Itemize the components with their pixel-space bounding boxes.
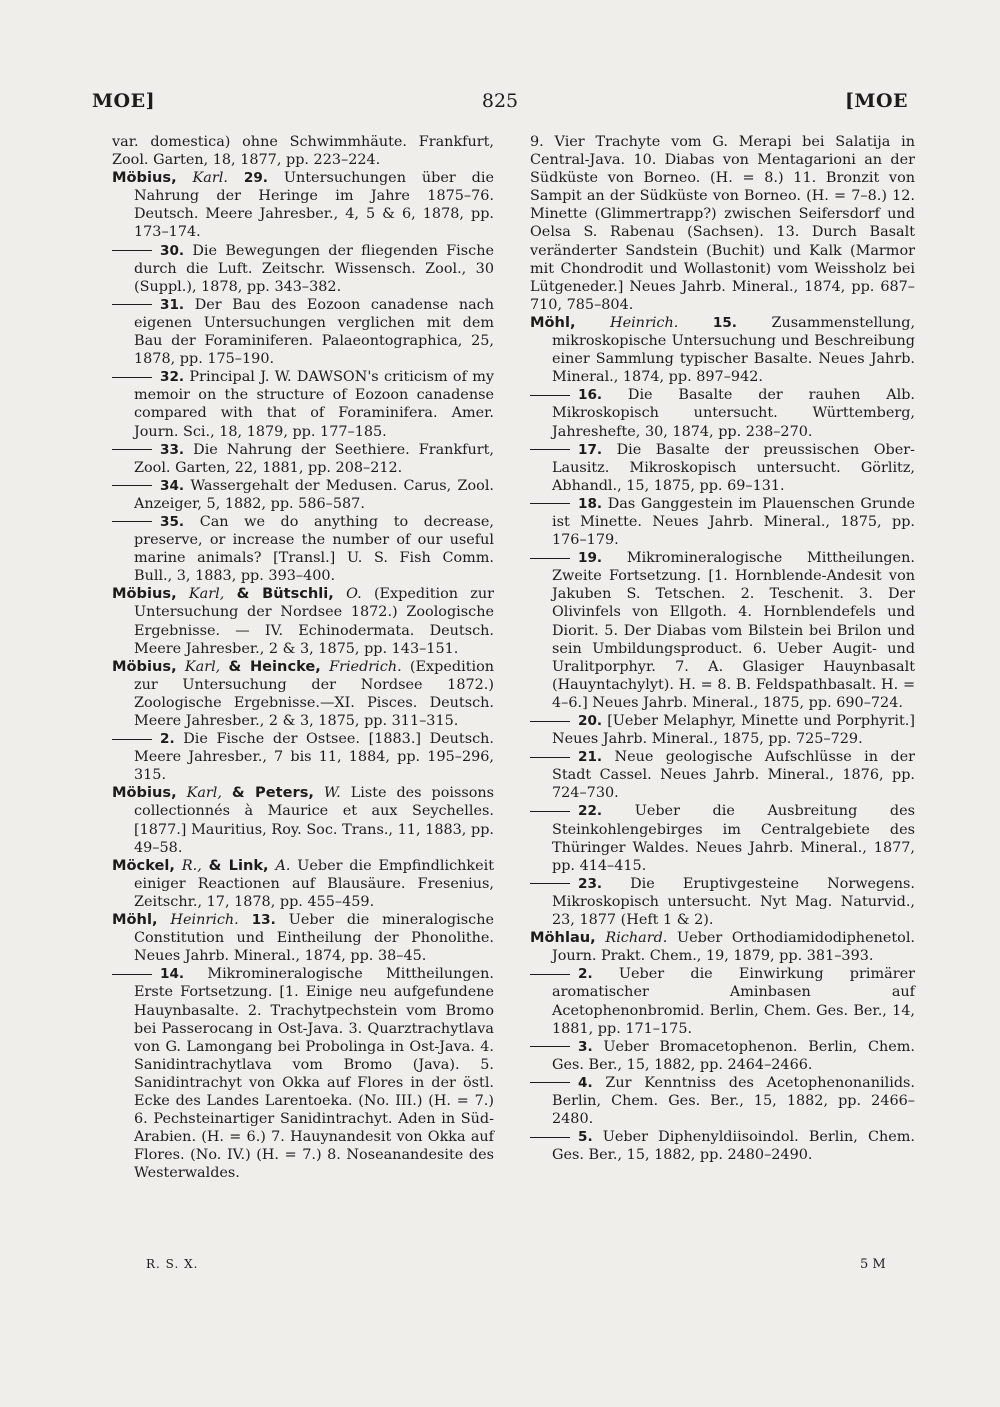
entry-text: Liste des poissons collectionnés à Maurice et aux Seychelles. [1877.] Mauritius, Roy. Soc. Trans., 11, 1883, pp. 49–58. bbox=[134, 785, 495, 856]
entry-text: Ueber Bromacetophenon. Berlin, Chem. Ges. Ber., 15, 1882, pp. 2464–2466. bbox=[552, 1038, 916, 1073]
ditto-dash bbox=[530, 1082, 570, 1083]
entry-text: Ueber die mineralogische Constitution und Eintheilung der Phonolithe. Neues Jahrb. Mineral., 1874, pp. 38–45. bbox=[134, 912, 494, 965]
entry-number: 16. bbox=[578, 387, 603, 404]
entry-text: Principal J. W. DAWSON's criticism of my memoir on the structure of Eozoon canadense compared with that of Foraminifera. Amer. Journ. Sci., 18, 1879, pp. 177–185. bbox=[134, 369, 495, 440]
entry-number: 20. bbox=[578, 713, 603, 729]
footer-sheet-mark: 5 M bbox=[860, 1257, 886, 1272]
entry-number: 2. bbox=[160, 731, 175, 748]
bibliography-entry bbox=[112, 441, 494, 477]
entry-text: Mikromineralogische Mittheilungen. Zweite Fortsetzung. [1. Hornblende-Andesit von Jakuben S. Tetschen. 2. Teschenit. 3. Der Olivinfels von Ellgoth. 4. Hornblendefels und Diorit. 5. Der Diabas vom Bilstein bei Brilon und sein Umbildungsproduct. 6. Ueber Augit- und Uralitporphyr. 7. A. Glasiger Hauynbasalt (Hauyntachylyt). H. = 8. B. Feldspathbasalt. H. = 4–6.] Neues Jahrb. Mineral., 1875, pp. 690–724. bbox=[552, 550, 915, 711]
entry-number: 14. bbox=[160, 966, 185, 983]
entry-coauthor: & Peters, bbox=[231, 784, 314, 802]
entry-text: Der Bau des Eozoon canadense nach eigenen Untersuchungen verglichen mit dem Bau der Foraminiferen. Palaeontographica, 25, 1878, pp. 175–190. bbox=[134, 296, 495, 368]
entry-author: Möhlau, bbox=[530, 929, 596, 947]
bibliography-entry bbox=[112, 513, 494, 585]
entry-number: 32. bbox=[160, 369, 185, 386]
ditto-dash bbox=[112, 377, 152, 378]
entry-given-name: Heinrich. bbox=[170, 912, 239, 929]
entry-text: Die Eruptivgesteine Norwegens. Mikroskopisch untersucht. Nyt Mag. Naturvid., 23, 1877 (Heft 1 & 2). bbox=[552, 875, 915, 929]
entry-text: Ueber die Einwirkung primärer aromatischer Aminbasen auf Acetophenonbromid. Berlin, Chem. Ges. Ber., 14, 1881, pp. 171–175. bbox=[552, 966, 915, 1037]
entry-text: Ueber die Ausbreitung des Steinkohlengebirges im Centralgebiete des Thüringer Waldes. Neues Jahrb. Mineral., 1877, pp. 414–415. bbox=[552, 803, 915, 874]
entry-text: Wassergehalt der Medusen. Carus, Zool. Anzeiger, 5, 1882, pp. 586–587. bbox=[134, 477, 495, 512]
entry-coauthor-given-name: O. bbox=[346, 586, 362, 603]
entry-coauthor-given-name: Friedrich. bbox=[329, 658, 402, 675]
bibliography-entry bbox=[112, 169, 494, 241]
header-right: [MOE bbox=[844, 90, 908, 112]
bibliography-entry bbox=[112, 585, 494, 657]
entry-text: Zusammenstellung, mikroskopische Untersuchung und Beschreibung einer Sammlung typischer Basalte. Neues Jahrb. Mineral., 1874, pp. 897–942. bbox=[552, 314, 916, 386]
ditto-dash bbox=[530, 883, 570, 884]
ditto-dash bbox=[530, 721, 570, 722]
bibliography-entry bbox=[530, 441, 915, 495]
entry-number: 29. bbox=[243, 170, 268, 187]
bibliography-entry bbox=[112, 857, 494, 911]
ditto-dash bbox=[530, 558, 570, 559]
header-left: MOE] bbox=[92, 90, 156, 112]
entry-number: 5. bbox=[578, 1129, 593, 1146]
entry-coauthor: & Link, bbox=[208, 856, 269, 874]
bibliography-entry bbox=[530, 314, 915, 386]
bibliography-entry bbox=[112, 730, 494, 784]
entry-number: 15. bbox=[712, 314, 737, 331]
entry-author: Möbius, bbox=[112, 169, 177, 187]
entry-author: Möhl, bbox=[112, 911, 158, 929]
bibliography-entry bbox=[112, 477, 494, 513]
bibliography-entry bbox=[112, 368, 494, 440]
bibliography-entry bbox=[530, 748, 915, 802]
continued-text bbox=[112, 133, 494, 169]
ditto-dash bbox=[112, 304, 152, 305]
entry-author: Möbius, bbox=[112, 585, 177, 603]
bibliography-entry bbox=[530, 929, 915, 965]
entry-text: Das Ganggestein im Plauenschen Grunde ist Minette. Neues Jahrb. Mineral., 1875, pp. 176–179. bbox=[552, 495, 915, 549]
bibliography-entry bbox=[530, 1128, 915, 1164]
bibliography-entry bbox=[112, 784, 494, 856]
entry-text: Ueber Diphenyldiisoindol. Berlin, Chem. Ges. Ber., 15, 1882, pp. 2480–2490. bbox=[552, 1129, 915, 1164]
bibliography-entry bbox=[530, 1074, 915, 1128]
bibliography-entry bbox=[530, 1038, 915, 1074]
entry-author: Möhl, bbox=[530, 313, 576, 331]
entry-text: Die Nahrung der Seethiere. Frankfurt, Zool. Garten, 22, 1881, pp. 208–212. bbox=[134, 441, 494, 476]
entry-text: Zur Kenntniss des Acetophenonanilids. Berlin, Chem. Ges. Ber., 15, 1882, pp. 2466–2480. bbox=[552, 1074, 916, 1128]
entry-number: 34. bbox=[160, 477, 185, 494]
entry-number: 17. bbox=[578, 441, 603, 458]
ditto-dash bbox=[112, 739, 152, 740]
page-header bbox=[0, 90, 1000, 120]
entry-coauthor: & Bütschli, bbox=[236, 585, 334, 603]
ditto-dash bbox=[112, 250, 152, 251]
entry-text: Die Fische der Ostsee. [1883.] Deutsch. Meere Jahresber., 7 bis 11, 1884, pp. 195–296, 315. bbox=[134, 731, 494, 784]
ditto-dash bbox=[530, 811, 570, 812]
entry-author: Möbius, bbox=[112, 657, 177, 675]
entry-number: 2. bbox=[578, 966, 593, 983]
entry-number: 21. bbox=[578, 749, 603, 766]
bibliography-entry bbox=[530, 965, 915, 1037]
ditto-dash bbox=[530, 1046, 570, 1047]
ditto-dash bbox=[530, 503, 570, 504]
entry-number: 13. bbox=[251, 912, 276, 929]
ditto-dash bbox=[112, 485, 152, 486]
entry-given-name: Heinrich. bbox=[610, 314, 679, 331]
entry-given-name: R., bbox=[181, 857, 202, 874]
continued-text bbox=[530, 133, 915, 314]
entry-text: Untersuchungen über die Nahrung der Heringe im Jahre 1875–76. Deutsch. Meere Jahresber., 4, 5 & 6, 1878, pp. 173–174. bbox=[134, 170, 494, 241]
bibliography-entry bbox=[530, 802, 915, 874]
right-column bbox=[530, 133, 915, 1164]
bibliography-entry bbox=[530, 495, 915, 549]
entry-author: Möbius, bbox=[112, 784, 177, 802]
bibliography-entry bbox=[530, 386, 915, 440]
entry-given-name: Richard. bbox=[605, 930, 668, 947]
entry-number: 4. bbox=[578, 1074, 593, 1091]
entry-text: Can we do anything to decrease, preserve, or increase the number of our useful marine animals? [Transl.] U. S. Fish Comm. Bull., 3, 1883, pp. 393–400. bbox=[134, 513, 494, 585]
ditto-dash bbox=[112, 449, 152, 450]
entry-number: 23. bbox=[578, 875, 603, 892]
bibliography-entry bbox=[530, 875, 915, 929]
footer-signature: R. S. X. bbox=[146, 1257, 199, 1271]
entry-number: 18. bbox=[578, 495, 603, 512]
entry-text: Neue geologische Aufschlüsse in der Stadt Cassel. Neues Jahrb. Mineral., 1876, pp. 724–730. bbox=[552, 749, 916, 802]
entry-text: Ueber Orthodiamidodiphenetol. Journ. Prakt. Chem., 19, 1879, pp. 381–393. bbox=[552, 930, 915, 965]
ditto-dash bbox=[112, 521, 152, 522]
entry-number: 30. bbox=[160, 242, 185, 259]
entry-text: [Ueber Melaphyr, Minette und Porphyrit.] Neues Jahrb. Mineral., 1875, pp. 725–729. bbox=[552, 713, 915, 748]
bibliography-entry bbox=[112, 911, 494, 965]
entry-text: (Expedition zur Untersuchung der Nordsee 1872.) Zoologische Ergebnisse. — IV. Echinodermata. Deutsch. Meere Jahresber., 2 & 3, 1875, pp. 143–151. bbox=[134, 586, 495, 657]
entry-number: 31. bbox=[160, 296, 185, 313]
entry-number: 22. bbox=[578, 803, 603, 820]
entry-number: 19. bbox=[578, 550, 603, 567]
entry-coauthor-given-name: W. bbox=[323, 785, 341, 802]
entry-text: Die Basalte der rauhen Alb. Mikroskopisch untersucht. Württemberg, Jahreshefte, 30, 1874, pp. 238–270. bbox=[552, 387, 915, 440]
entry-number: 35. bbox=[160, 513, 185, 530]
bibliography-entry bbox=[112, 965, 494, 1182]
bibliography-entry bbox=[530, 712, 915, 748]
bibliography-entry bbox=[112, 296, 494, 368]
entry-given-name: Karl, bbox=[188, 586, 225, 603]
entry-text: 9. Vier Trachyte vom G. Merapi bei Salatija in Central-Java. 10. Diabas von Mentagarioni an der Südküste von Borneo. (H. = 8.) 11. Bronzit von Sampit an der Südküste von Borneo. (H. = 7–8.) 12. Minette (Glimmertrapp?) zwischen Seifersdorf und Oelsa S. Rabenau (Sachsen). 13. Durch Basalt veränderter Sandstein (Buchit) und Kalk (Marmor mit Chondrodit und Wollastonit) vom Weissholz bei Lütgeneder.] Neues Jahrb. Mineral., 1874, pp. 687–710, 785–804. bbox=[530, 134, 915, 313]
entry-text: (Expedition zur Untersuchung der Nordsee 1872.) Zoologische Ergebnisse.—XI. Pisces. Deutsch. Meere Jahresber., 2 & 3, 1875, pp. 311–315. bbox=[134, 658, 495, 729]
entry-coauthor: & Heincke, bbox=[228, 657, 321, 675]
entry-given-name: Karl. bbox=[192, 170, 228, 187]
ditto-dash bbox=[530, 757, 570, 758]
entry-text: Die Basalte der preussischen Ober-Lausitz. Mikroskopisch untersucht. Görlitz, Abhandl., 15, 1875, pp. 69–131. bbox=[552, 441, 915, 494]
bibliography-entry bbox=[530, 549, 915, 712]
ditto-dash bbox=[530, 395, 570, 396]
left-column bbox=[112, 133, 494, 1182]
ditto-dash bbox=[530, 974, 570, 975]
entry-text: Mikromineralogische Mittheilungen. Erste Fortsetzung. [1. Einige neu aufgefundene Hauynbasalte. 2. Trachytpechstein vom Bromo bei Passerocang in Ost-Java. 3. Quarztrachytlava von G. Lamongang bei Probolinga in Ost-Java. 4. Sanidintrachytlava vom Bromo (Java). 5. Sanidintrachyt von Okka auf Flores in der östl. Ecke des Landes Larentoeka. (No. III.) (H. = 7.) 6. Pechsteinartiger Sanidintrachyt. Aden in Süd-Arabien. (H. = 6.) 7. Hauynandesit von Okka auf Flores. (No. IV.) (H. = 7.) 8. Noseanandesite des Westerwaldes. bbox=[134, 966, 494, 1182]
bibliography-entry bbox=[112, 658, 494, 730]
entry-given-name: Karl, bbox=[186, 785, 222, 802]
entry-author: Möckel, bbox=[112, 856, 175, 874]
ditto-dash bbox=[530, 449, 570, 450]
entry-number: 3. bbox=[578, 1038, 593, 1055]
entry-number: 33. bbox=[160, 441, 185, 458]
entry-text: Die Bewegungen der fliegenden Fische durch die Luft. Zeitschr. Wissensch. Zool., 30 (Suppl.), 1878, pp. 343–382. bbox=[134, 242, 494, 295]
entry-given-name: Karl, bbox=[184, 658, 221, 675]
entry-coauthor-given-name: A. bbox=[275, 857, 291, 874]
entry-text: Ueber die Empfindlichkeit einiger Reactionen auf Blausäure. Fresenius, Zeitschr., 17, 1878, pp. 455–459. bbox=[134, 857, 495, 910]
bibliography-entry bbox=[112, 242, 494, 296]
entry-text: var. domestica) ohne Schwimmhäute. Frankfurt, Zool. Garten, 18, 1877, pp. 223–224. bbox=[112, 134, 494, 169]
ditto-dash bbox=[530, 1137, 570, 1138]
page-number: 825 bbox=[481, 90, 519, 112]
ditto-dash bbox=[112, 974, 152, 975]
